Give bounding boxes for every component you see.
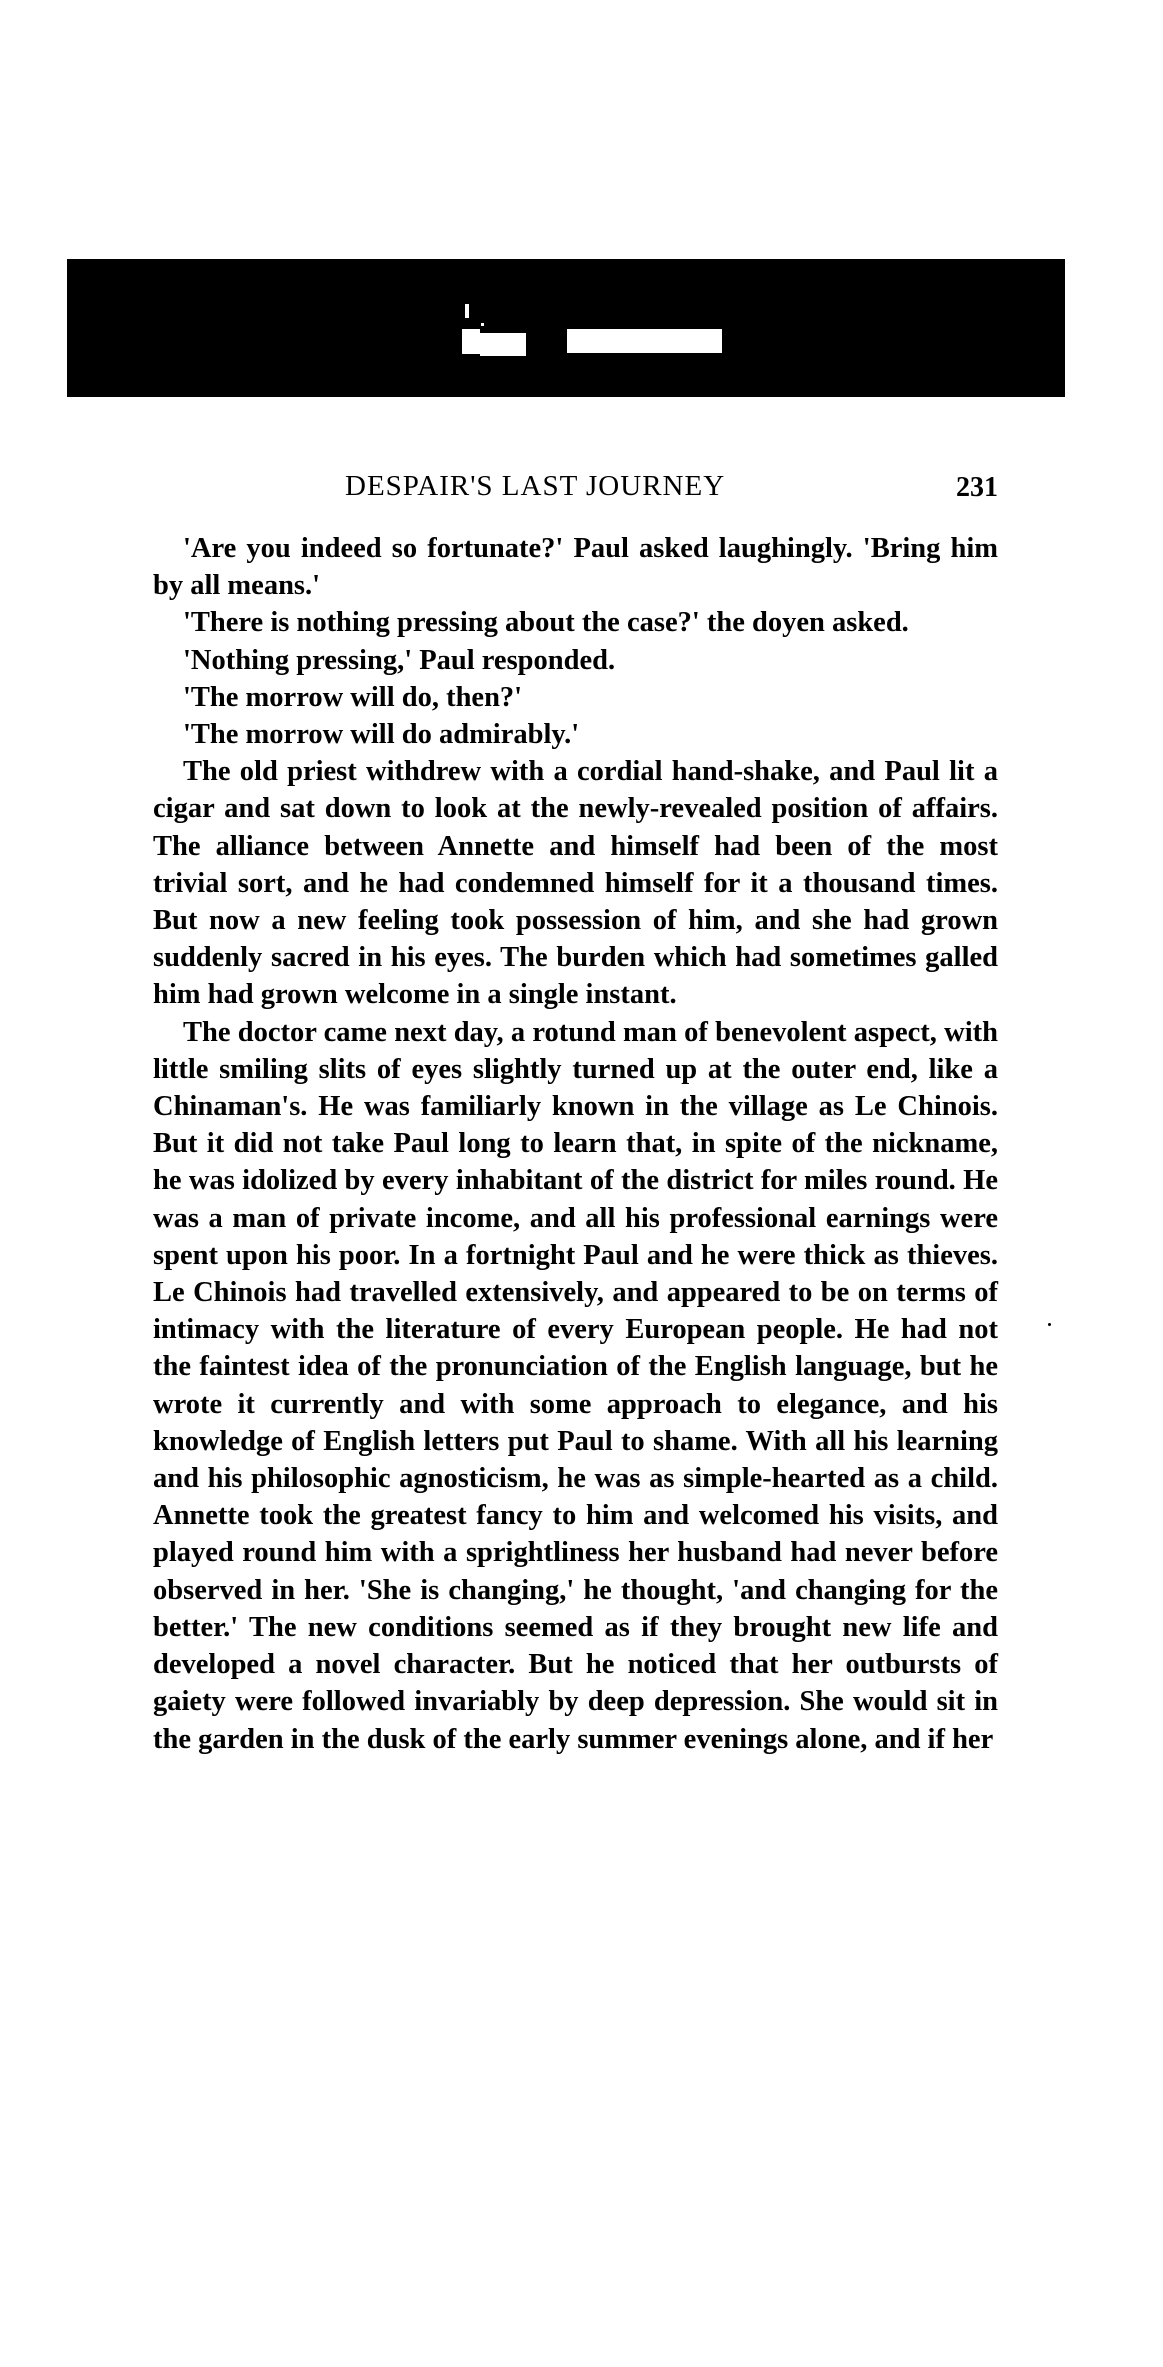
scan-artifact [462, 329, 480, 354]
scan-artifact [567, 329, 722, 353]
paragraph: 'Are you indeed so fortunate?' Paul asked laughingly. 'Bring him by all means.' [153, 533, 998, 602]
paragraph: 'Nothing pressing,' Paul responded. [183, 644, 616, 676]
scan-speck [1048, 1323, 1051, 1326]
page-header [153, 470, 998, 510]
paragraph: The doctor came next day, a rotund man of benevolent aspect, with little smiling slits of eyes slightly turned up at the outer end, like a Chinaman's. He was familiarly known in the village as Le Chinois. But it did not take Paul long to learn that, in spite of the nickname, he was idolized by every inhabitant of the district for miles round. He was a man of private income, and all his professional earnings were spent upon his poor. In a fortnight Paul and he were thick as thieves. Le Chinois had travelled extensively, and appeared to be on terms of intimacy with the literature of every European people. He had not the faintest idea of the pronunciation of the English language, but he wrote it currently and with some approach to elegance, and his knowledge of English letters put Paul to shame. With all his learning and his philosophic agnosticism, he was as simple-hearted as a child. Annette took the greatest fancy to him and welcomed his visits, and played round him with a sprightliness her husband had never before observed in her. 'She is changing,' he thought, 'and changing for the better.' The new conditions seemed as if they brought new life and developed a novel character. But he noticed that her outbursts of gaiety were followed invariably by deep depression. She would sit in the garden in the dusk of the early summer evenings alone, and if her [153, 1016, 998, 1755]
body-text [153, 530, 998, 1758]
scan-black-band [67, 259, 1065, 397]
running-title: DESPAIR'S LAST JOURNEY [345, 470, 726, 502]
page-number: 231 [956, 472, 998, 503]
paragraph: 'The morrow will do admirably.' [183, 719, 580, 751]
paragraph: 'The morrow will do, then?' [183, 681, 523, 713]
paragraph: The old priest withdrew with a cordial hand-shake, and Paul lit a cigar and sat down to look at the newly-revealed position of affairs. The alliance between Annette and himself had been of the most trivial sort, and he had condemned himself for it a thousand times. But now a new feeling took possession of him, and she had grown suddenly sacred in his eyes. The burden which had sometimes galled him had grown welcome in a single instant. [153, 756, 998, 1011]
scan-artifact [481, 323, 484, 326]
scan-artifact [465, 304, 469, 318]
paragraph: 'There is nothing pressing about the case?' the doyen asked. [183, 607, 909, 639]
scan-artifact [480, 333, 526, 356]
